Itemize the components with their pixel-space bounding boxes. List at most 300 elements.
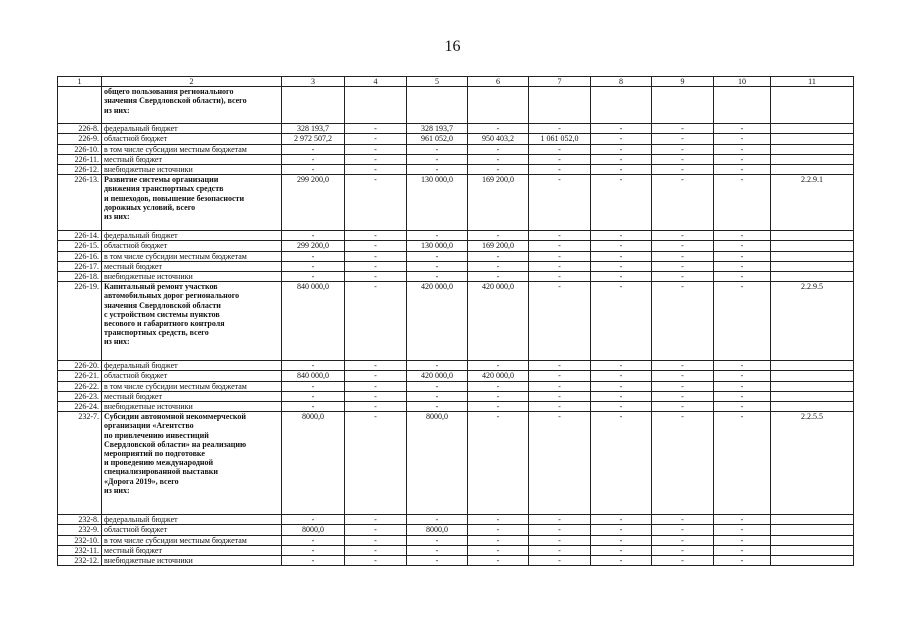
row-value: -	[529, 391, 591, 401]
row-value: -	[591, 282, 652, 361]
table-row	[58, 412, 854, 515]
row-name: Капитальный ремонт участков автомобильных дорог регионального значения Свердловской области с устройством системы пунктов весового и габаритного контроля транспортных средств, всего из них:	[102, 282, 282, 361]
row-value: -	[407, 272, 468, 282]
row-name: областной бюджет	[102, 134, 282, 144]
row-name: федеральный бюджет	[102, 231, 282, 241]
row-value: -	[345, 154, 407, 164]
row-value: -	[714, 402, 771, 412]
row-value: -	[652, 361, 714, 371]
row-value	[529, 87, 591, 124]
row-code	[771, 371, 854, 381]
row-code	[771, 402, 854, 412]
row-value: -	[591, 525, 652, 535]
row-value: -	[714, 272, 771, 282]
row-code	[771, 556, 854, 566]
row-value: 169 200,0	[468, 175, 529, 231]
row-value: -	[714, 144, 771, 154]
row-value: -	[468, 545, 529, 555]
row-value: -	[282, 251, 345, 261]
row-value: -	[407, 165, 468, 175]
row-value: -	[529, 175, 591, 231]
row-name: в том числе субсидии местным бюджетам	[102, 251, 282, 261]
table-row	[58, 251, 854, 261]
column-header: 4	[345, 77, 407, 87]
row-value: -	[714, 175, 771, 231]
row-value: -	[529, 371, 591, 381]
row-number: 232-8.	[58, 515, 102, 525]
row-code	[771, 381, 854, 391]
row-value: -	[407, 556, 468, 566]
column-header: 1	[58, 77, 102, 87]
row-value: -	[468, 231, 529, 241]
row-value: -	[468, 272, 529, 282]
row-value: -	[468, 381, 529, 391]
row-value: -	[591, 261, 652, 271]
row-value: -	[652, 241, 714, 251]
row-value: -	[345, 515, 407, 525]
row-value: -	[714, 412, 771, 515]
row-code	[771, 515, 854, 525]
row-value: -	[591, 251, 652, 261]
row-value: -	[652, 175, 714, 231]
table-row	[58, 134, 854, 144]
row-number: 232-7.	[58, 412, 102, 515]
table-row	[58, 535, 854, 545]
row-value: -	[468, 515, 529, 525]
row-value: -	[407, 391, 468, 401]
row-value: -	[282, 154, 345, 164]
row-value: -	[591, 545, 652, 555]
row-value: -	[714, 134, 771, 144]
row-value: 8000,0	[282, 412, 345, 515]
row-value: -	[282, 231, 345, 241]
row-value: -	[468, 124, 529, 134]
row-name: в том числе субсидии местным бюджетам	[102, 535, 282, 545]
row-value: -	[529, 261, 591, 271]
row-value: -	[529, 124, 591, 134]
row-value: -	[591, 556, 652, 566]
row-value	[714, 87, 771, 124]
row-value: 961 052,0	[407, 134, 468, 144]
table-row	[58, 124, 854, 134]
row-number: 226-15.	[58, 241, 102, 251]
row-value: -	[652, 371, 714, 381]
row-value: -	[714, 361, 771, 371]
row-value: -	[529, 525, 591, 535]
column-header: 7	[529, 77, 591, 87]
row-value: -	[407, 251, 468, 261]
row-value: 420 000,0	[468, 371, 529, 381]
row-value: -	[345, 371, 407, 381]
table-row	[58, 515, 854, 525]
row-value: -	[345, 231, 407, 241]
row-value: -	[591, 402, 652, 412]
row-value: 169 200,0	[468, 241, 529, 251]
table-row	[58, 381, 854, 391]
budget-table	[57, 76, 854, 566]
row-number: 232-12.	[58, 556, 102, 566]
row-value: -	[407, 535, 468, 545]
row-value: -	[529, 535, 591, 545]
row-value: -	[652, 402, 714, 412]
row-value: -	[345, 535, 407, 545]
row-value: -	[345, 272, 407, 282]
row-value: -	[345, 402, 407, 412]
table-body	[58, 87, 854, 566]
row-value: -	[714, 371, 771, 381]
row-number: 226-14.	[58, 231, 102, 241]
row-value: -	[652, 545, 714, 555]
row-value: -	[282, 381, 345, 391]
table-row	[58, 241, 854, 251]
row-value: 420 000,0	[468, 282, 529, 361]
row-value: -	[407, 154, 468, 164]
table-row	[58, 261, 854, 271]
row-code	[771, 154, 854, 164]
row-value: 420 000,0	[407, 282, 468, 361]
row-code	[771, 241, 854, 251]
row-value: -	[529, 154, 591, 164]
row-value: -	[714, 231, 771, 241]
table-header-row	[58, 77, 854, 87]
row-value: -	[529, 241, 591, 251]
row-number: 226-12.	[58, 165, 102, 175]
row-name: общего пользования регионального значения Свердловской области), всего из них:	[102, 87, 282, 124]
row-value: -	[345, 144, 407, 154]
row-value: -	[468, 251, 529, 261]
row-number: 226-10.	[58, 144, 102, 154]
table-row	[58, 154, 854, 164]
row-value: -	[282, 556, 345, 566]
row-value: -	[345, 556, 407, 566]
row-value: -	[345, 381, 407, 391]
row-value: -	[714, 515, 771, 525]
row-value: -	[652, 154, 714, 164]
row-value: -	[282, 144, 345, 154]
row-number: 226-18.	[58, 272, 102, 282]
row-value: 1 061 052,0	[529, 134, 591, 144]
row-name: внебюджетные источники	[102, 165, 282, 175]
row-name: Субсидии автономной некоммерческой организации «Агентство по привлечению инвестиций Свердловской области» на реализацию мероприятий по подготовке и проведению международной специализированной выставки «Дорога 2019», всего из них:	[102, 412, 282, 515]
row-value: -	[468, 402, 529, 412]
row-code	[771, 545, 854, 555]
row-value: -	[591, 165, 652, 175]
row-value: -	[591, 391, 652, 401]
row-value: -	[591, 134, 652, 144]
row-code	[771, 231, 854, 241]
row-value: -	[652, 381, 714, 391]
row-value: 2 972 507,2	[282, 134, 345, 144]
column-header: 11	[771, 77, 854, 87]
row-value: -	[345, 545, 407, 555]
row-number: 226-23.	[58, 391, 102, 401]
row-value: -	[714, 556, 771, 566]
row-code	[771, 144, 854, 154]
row-code	[771, 391, 854, 401]
row-value: -	[652, 272, 714, 282]
row-value: -	[591, 154, 652, 164]
row-value: -	[591, 515, 652, 525]
row-value: -	[591, 144, 652, 154]
row-value: 328 193,7	[407, 124, 468, 134]
row-value: -	[407, 361, 468, 371]
row-number: 226-22.	[58, 381, 102, 391]
row-value: 130 000,0	[407, 175, 468, 231]
row-value: -	[407, 261, 468, 271]
row-value: 840 000,0	[282, 282, 345, 361]
row-value: -	[591, 361, 652, 371]
row-number: 226-16.	[58, 251, 102, 261]
table-row	[58, 545, 854, 555]
row-value: -	[468, 391, 529, 401]
row-value: -	[468, 165, 529, 175]
row-value: -	[529, 231, 591, 241]
row-value: -	[652, 412, 714, 515]
table-row	[58, 361, 854, 371]
row-number: 232-10.	[58, 535, 102, 545]
row-value: -	[407, 515, 468, 525]
row-value: -	[652, 556, 714, 566]
column-header: 2	[102, 77, 282, 87]
row-value: -	[591, 231, 652, 241]
row-value: -	[282, 361, 345, 371]
row-value: -	[529, 402, 591, 412]
row-value: -	[591, 272, 652, 282]
row-value: -	[652, 515, 714, 525]
row-code	[771, 535, 854, 545]
row-value: -	[714, 282, 771, 361]
row-value: -	[529, 381, 591, 391]
row-value: -	[529, 545, 591, 555]
row-value: -	[714, 381, 771, 391]
row-value: -	[345, 525, 407, 535]
row-value	[407, 87, 468, 124]
row-number: 226-9.	[58, 134, 102, 144]
row-value: -	[282, 515, 345, 525]
row-value: -	[345, 261, 407, 271]
row-value: 950 403,2	[468, 134, 529, 144]
row-code	[771, 525, 854, 535]
row-name: областной бюджет	[102, 525, 282, 535]
row-value: 840 000,0	[282, 371, 345, 381]
row-value: -	[714, 525, 771, 535]
row-value: -	[529, 361, 591, 371]
row-value: -	[468, 556, 529, 566]
table-row	[58, 231, 854, 241]
row-value: -	[529, 165, 591, 175]
row-value: -	[652, 124, 714, 134]
row-value: -	[591, 241, 652, 251]
row-value	[591, 87, 652, 124]
table-row	[58, 165, 854, 175]
row-value: -	[282, 535, 345, 545]
table-row	[58, 402, 854, 412]
row-name: в том числе субсидии местным бюджетам	[102, 381, 282, 391]
row-value: -	[468, 154, 529, 164]
row-number: 226-21.	[58, 371, 102, 381]
table-row	[58, 175, 854, 231]
row-code: 2.2.9.1	[771, 175, 854, 231]
row-value: -	[529, 515, 591, 525]
row-value: 299 200,0	[282, 175, 345, 231]
row-value: -	[282, 261, 345, 271]
row-value: -	[652, 251, 714, 261]
row-value: -	[529, 412, 591, 515]
row-value: -	[282, 272, 345, 282]
table-row	[58, 144, 854, 154]
row-value: 8000,0	[407, 525, 468, 535]
row-value: -	[345, 241, 407, 251]
row-value	[345, 87, 407, 124]
table-row	[58, 525, 854, 535]
row-number: 226-11.	[58, 154, 102, 164]
row-value: -	[652, 282, 714, 361]
table-row	[58, 391, 854, 401]
row-value: -	[468, 361, 529, 371]
row-name: местный бюджет	[102, 545, 282, 555]
row-name: федеральный бюджет	[102, 515, 282, 525]
row-value: -	[591, 124, 652, 134]
row-value: -	[714, 165, 771, 175]
row-code	[771, 261, 854, 271]
row-value: -	[714, 535, 771, 545]
row-code	[771, 124, 854, 134]
row-number: 226-20.	[58, 361, 102, 371]
row-value: -	[652, 144, 714, 154]
row-value: -	[468, 261, 529, 271]
row-value: -	[345, 251, 407, 261]
row-name: федеральный бюджет	[102, 124, 282, 134]
row-value: -	[652, 134, 714, 144]
row-name: местный бюджет	[102, 391, 282, 401]
row-value: -	[652, 165, 714, 175]
row-value: -	[714, 251, 771, 261]
row-value: -	[345, 391, 407, 401]
row-value: -	[652, 261, 714, 271]
row-code	[771, 251, 854, 261]
row-value: -	[407, 545, 468, 555]
row-value: -	[529, 282, 591, 361]
column-header: 10	[714, 77, 771, 87]
row-value: -	[345, 412, 407, 515]
row-code: 2.2.5.5	[771, 412, 854, 515]
row-value: -	[714, 124, 771, 134]
row-value: -	[652, 231, 714, 241]
column-header: 8	[591, 77, 652, 87]
row-code	[771, 272, 854, 282]
row-value	[282, 87, 345, 124]
table-row	[58, 282, 854, 361]
row-number: 226-17.	[58, 261, 102, 271]
row-value: -	[714, 261, 771, 271]
row-number: 232-11.	[58, 545, 102, 555]
column-header: 9	[652, 77, 714, 87]
row-value: 328 193,7	[282, 124, 345, 134]
row-name: областной бюджет	[102, 371, 282, 381]
table-row	[58, 272, 854, 282]
row-value: -	[345, 165, 407, 175]
row-value: -	[652, 525, 714, 535]
row-value: -	[468, 144, 529, 154]
row-value: -	[591, 535, 652, 545]
row-name: местный бюджет	[102, 261, 282, 271]
row-name: в том числе субсидии местным бюджетам	[102, 144, 282, 154]
row-value: -	[345, 361, 407, 371]
table-row	[58, 556, 854, 566]
row-value: -	[591, 371, 652, 381]
row-code	[771, 361, 854, 371]
row-value: 8000,0	[407, 412, 468, 515]
row-value: -	[282, 165, 345, 175]
row-code	[771, 134, 854, 144]
row-value: -	[345, 124, 407, 134]
row-value: -	[591, 381, 652, 391]
row-value: -	[407, 381, 468, 391]
row-name: внебюджетные источники	[102, 556, 282, 566]
row-value: -	[714, 545, 771, 555]
row-number: 232-9.	[58, 525, 102, 535]
row-value: -	[282, 391, 345, 401]
column-header: 6	[468, 77, 529, 87]
row-value: -	[529, 251, 591, 261]
row-value: 299 200,0	[282, 241, 345, 251]
row-value: -	[345, 175, 407, 231]
row-value: -	[282, 402, 345, 412]
row-code: 2.2.9.5	[771, 282, 854, 361]
row-value: -	[345, 134, 407, 144]
row-value: -	[591, 412, 652, 515]
row-name: внебюджетные источники	[102, 402, 282, 412]
row-value: -	[529, 272, 591, 282]
row-value: 8000,0	[282, 525, 345, 535]
row-value	[652, 87, 714, 124]
row-code	[771, 165, 854, 175]
row-name: Развитие системы организации движения транспортных средств и пешеходов, повышение безопасности дорожных условий, всего из них:	[102, 175, 282, 231]
row-value: -	[468, 412, 529, 515]
row-number: 226-19.	[58, 282, 102, 361]
row-value: -	[282, 545, 345, 555]
row-value: -	[407, 402, 468, 412]
row-value: -	[345, 282, 407, 361]
row-value: -	[407, 144, 468, 154]
row-name: федеральный бюджет	[102, 361, 282, 371]
row-value: -	[591, 175, 652, 231]
row-value: -	[652, 535, 714, 545]
row-value: -	[529, 144, 591, 154]
row-value: -	[714, 241, 771, 251]
row-number: 226-8.	[58, 124, 102, 134]
column-header: 5	[407, 77, 468, 87]
row-value: -	[652, 391, 714, 401]
row-number: 226-13.	[58, 175, 102, 231]
row-value: -	[714, 391, 771, 401]
row-value	[468, 87, 529, 124]
row-number: 226-24.	[58, 402, 102, 412]
row-code	[771, 87, 854, 124]
table-row	[58, 87, 854, 124]
row-value: -	[529, 556, 591, 566]
row-value: -	[714, 154, 771, 164]
row-name: внебюджетные источники	[102, 272, 282, 282]
page-number: 16	[444, 38, 461, 55]
column-header: 3	[282, 77, 345, 87]
row-number	[58, 87, 102, 124]
row-value: 130 000,0	[407, 241, 468, 251]
row-name: местный бюджет	[102, 154, 282, 164]
table-row	[58, 371, 854, 381]
row-value: -	[407, 231, 468, 241]
row-name: областной бюджет	[102, 241, 282, 251]
